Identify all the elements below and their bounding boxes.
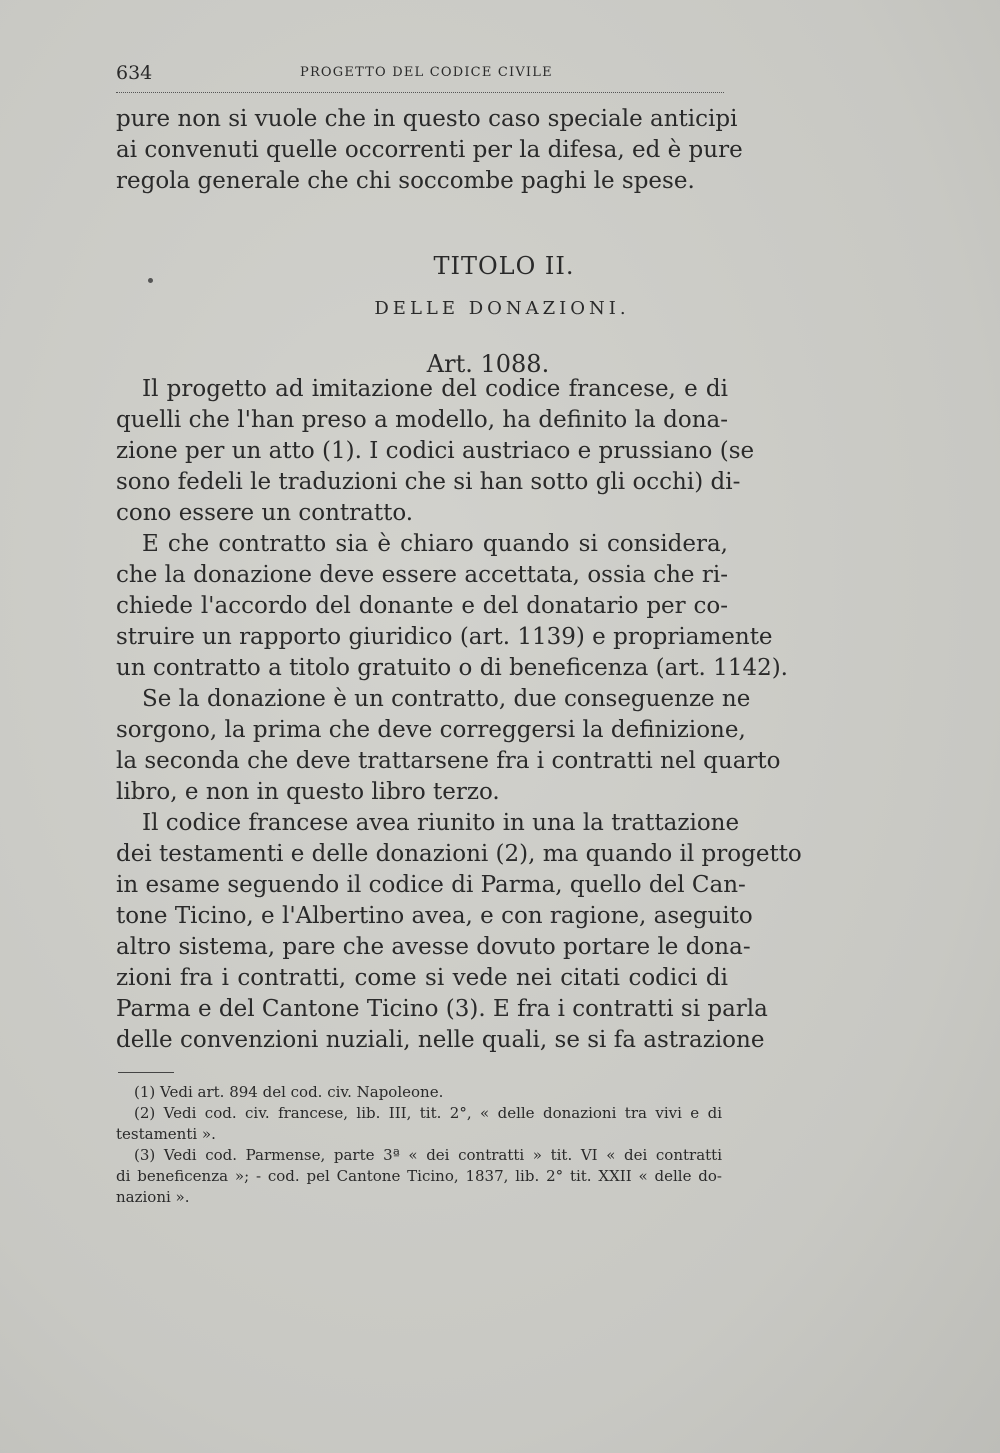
page-header <box>116 62 726 90</box>
text-line: altro sistema, pare che avesse dovuto portare le dona- <box>116 934 751 960</box>
text-line: in esame seguendo il codice di Parma, quello del Can- <box>116 872 746 898</box>
text-line: Il progetto ad imitazione del codice francese, e di <box>142 376 728 402</box>
text-line: tone Ticino, e l'Albertino avea, e con ragione, aseguito <box>116 903 753 929</box>
text-line: Parma e del Cantone Ticino (3). E fra i contratti si parla <box>116 996 768 1022</box>
footnotes <box>116 1082 722 1208</box>
footnote-line: testamenti ». <box>116 1125 216 1143</box>
paragraph-4 <box>116 808 802 1056</box>
footnote-1 <box>116 1082 722 1103</box>
text-line: sono fedeli le traduzioni che si han sotto gli occhi) di- <box>116 469 741 495</box>
article-heading: Art. 1088. <box>426 350 550 378</box>
footnote-line: di beneficenza »; - cod. pel Cantone Ticino, 1837, lib. 2° tit. XXII « delle do- <box>116 1167 722 1185</box>
running-title: PROGETTO DEL CODICE CIVILE <box>300 65 553 80</box>
text-line: ai convenuti quelle occorrenti per la difesa, ed è pure <box>116 137 743 163</box>
text-line: Se la donazione è un contratto, due conseguenze ne <box>142 686 751 712</box>
text-line: pure non si vuole che in questo caso speciale anticipi <box>116 106 738 132</box>
header-rule <box>116 92 724 93</box>
section-title: TITOLO II. <box>433 252 575 280</box>
paragraph-3 <box>116 684 781 808</box>
footnote-rule <box>118 1072 174 1073</box>
footnote-line: (1) Vedi art. 894 del cod. civ. Napoleone. <box>134 1083 444 1101</box>
text-line: un contratto a titolo gratuito o di beneficenza (art. 1142). <box>116 655 788 681</box>
text-line: Il codice francese avea riunito in una la trattazione <box>142 810 740 836</box>
text-line: quelli che l'han preso a modello, ha definito la dona- <box>116 407 728 433</box>
footnote-2 <box>116 1103 722 1145</box>
text-line: struire un rapporto giuridico (art. 1139) e propriamente <box>116 624 773 650</box>
opening-paragraph <box>116 104 743 197</box>
text-line: che la donazione deve essere accettata, ossia che ri- <box>116 562 728 588</box>
text-line: sorgono, la prima che deve correggersi la definizione, <box>116 717 746 743</box>
footnote-line: (2) Vedi cod. civ. francese, lib. III, tit. 2°, « delle donazioni tra vivi e di <box>134 1104 722 1122</box>
section-subtitle: DELLE DONAZIONI. <box>374 298 630 319</box>
footnote-line: (3) Vedi cod. Parmense, parte 3ª « dei contratti » tit. VI « dei contratti <box>134 1146 722 1164</box>
text-line: zione per un atto (1). I codici austriaco e prussiano (se <box>116 438 755 464</box>
text-line: chiede l'accordo del donante e del donatario per co- <box>116 593 728 619</box>
text-line: dei testamenti e delle donazioni (2), ma quando il progetto <box>116 841 802 867</box>
page-number: 634 <box>116 62 153 84</box>
footnote-line: nazioni ». <box>116 1188 190 1206</box>
text-line: la seconda che deve trattarsene fra i contratti nel quarto <box>116 748 781 774</box>
text-line: libro, e non in questo libro terzo. <box>116 779 500 805</box>
footnote-3 <box>116 1145 722 1208</box>
text-line: zioni fra i contratti, come si vede nei citati codici di <box>116 965 728 991</box>
text-line: E che contratto sia è chiaro quando si considera, <box>142 531 728 557</box>
text-line: delle convenzioni nuziali, nelle quali, se si fa astrazione <box>116 1027 765 1053</box>
text-line: regola generale che chi soccombe paghi le spese. <box>116 168 695 194</box>
paragraph-1 <box>116 374 755 529</box>
text-line: cono essere un contratto. <box>116 500 414 526</box>
body-text <box>116 374 802 1056</box>
paragraph-2 <box>116 529 788 684</box>
